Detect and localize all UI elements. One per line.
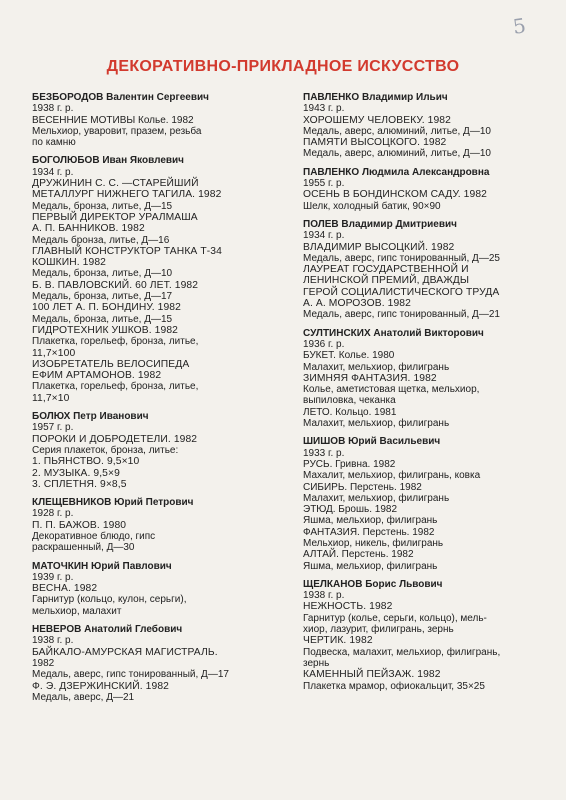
artist-entry (32, 155, 294, 404)
entry-line: 1933 г. р. (303, 447, 345, 459)
artist-entry (32, 497, 294, 553)
artist-name: ЩЕЛКАНОВ Борис Львович (303, 578, 443, 590)
entry-line: Медаль, бронза, литье, Д—15 (32, 200, 173, 212)
artist-entry (32, 624, 294, 703)
entry-line: КОШКИН. 1982 (32, 257, 106, 269)
entry-line: ПОРОКИ И ДОБРОДЕТЕЛИ. 1982 (32, 433, 198, 445)
entry-line: 1936 г. р. (303, 338, 345, 350)
artist-entry (32, 561, 294, 617)
entry-line: А. П. БАННИКОВ. 1982 (32, 223, 145, 235)
entry-line: Гарнитур (колье, серьги, кольцо), мель- (303, 612, 487, 624)
entry-line: ЕФИМ АРТАМОНОВ. 1982 (32, 370, 162, 382)
entry-line: Медаль, бронза, литье, Д—10 (32, 268, 173, 280)
left-column (32, 92, 294, 710)
entry-line: ХОРОШЕМУ ЧЕЛОВЕКУ. 1982 (303, 114, 451, 126)
entry-line: ВЕСНА. 1982 (32, 583, 98, 595)
entry-line: 1955 г. р. (303, 178, 345, 190)
entry-line: МЕТАЛЛУРГ НИЖНЕГО ТАГИЛА. 1982 (32, 189, 222, 201)
entry-line: СИБИРЬ. Перстень. 1982 (303, 481, 422, 493)
entry-line: ЧЕРТИК. 1982 (303, 635, 373, 647)
entry-line: раскрашенный, Д—30 (32, 542, 135, 554)
entry-line: по камню (32, 137, 76, 149)
artist-entry (303, 328, 543, 430)
entry-line: Шелк, холодный батик, 90×90 (303, 200, 441, 212)
entry-line: 100 ЛЕТ А. П. БОНДИНУ. 1982 (32, 302, 181, 314)
artist-entry (32, 92, 294, 148)
entry-line: Малахит, мельхиор, филигрань (303, 361, 450, 373)
entry-line: РУСЬ. Гривна. 1982 (303, 458, 396, 470)
artist-name: БОЛЮХ Петр Иванович (32, 411, 149, 423)
artist-entry (303, 167, 543, 212)
entry-line: 1934 г. р. (303, 230, 345, 242)
entry-line: выпиловка, чеканка (303, 395, 396, 407)
entry-line: 1943 г. р. (303, 103, 345, 115)
artist-name: ПОЛЕВ Владимир Дмитриевич (303, 218, 457, 230)
entry-line: 1. ПЬЯНСТВО. 9,5×10 (32, 456, 140, 468)
entry-line: ГЛАВНЫЙ КОНСТРУКТОР ТАНКА Т-34 (32, 245, 222, 257)
entry-line: Мельхиор, уваровит, празем, резьба (32, 125, 202, 137)
entry-line: хиор, лазурит, филигрань, зернь (303, 624, 454, 636)
entry-line: 1934 г. р. (32, 166, 74, 178)
entry-line: Гарнитур (кольцо, кулон, серьги), (32, 594, 187, 606)
entry-line: 1938 г. р. (32, 103, 74, 115)
entry-line: Малахит, мельхиор, филигрань (303, 418, 450, 430)
entry-line: ЛЕТО. Кольцо. 1981 (303, 406, 397, 418)
entry-line: Подвеска, малахит, мельхиор, филигрань, (303, 646, 501, 658)
entry-line: Серия плакеток, бронза, литье: (32, 444, 179, 456)
entry-line: Яшма, мельхиор, филигрань (303, 560, 438, 572)
entry-line: Плакетка мрамор, офиокальцит, 35×25 (303, 680, 485, 692)
entry-line: БУКЕТ. Колье. 1980 (303, 350, 395, 362)
artist-entry (303, 579, 543, 692)
entry-line: 1957 г. р. (32, 422, 74, 434)
artist-name: МАТОЧКИН Юрий Павлович (32, 560, 172, 572)
entry-line: Медаль бронза, литье, Д—16 (32, 234, 170, 246)
entry-line: Плакетка, горельеф, бронза, литье, (32, 336, 199, 348)
entry-line: ЛАУРЕАТ ГОСУДАРСТВЕННОЙ И (303, 264, 469, 276)
entry-line: ПЕРВЫЙ ДИРЕКТОР УРАЛМАША (32, 211, 198, 223)
artist-name: СУЛТИНСКИХ Анатолий Викторович (303, 327, 484, 339)
entry-line: ОСЕНЬ В БОНДИНСКОМ САДУ. 1982 (303, 189, 487, 201)
entry-line: Махалит, мельхиор, филигрань, ковка (303, 470, 481, 482)
entry-line: ДРУЖИНИН С. С. —СТАРЕЙШИЙ (32, 178, 199, 190)
artist-entry (32, 411, 294, 490)
entry-line: Ф. Э. ДЗЕРЖИНСКИЙ. 1982 (32, 680, 169, 692)
entry-line: Медаль, аверс, алюминий, литье, Д—10 (303, 125, 491, 137)
entry-line: мельхиор, малахит (32, 605, 122, 617)
entry-line: ГИДРОТЕХНИК УШКОВ. 1982 (32, 324, 178, 336)
entry-line: Яшма, мельхиор, филигрань (303, 515, 438, 527)
entry-line: П. П. БАЖОВ. 1980 (32, 519, 127, 531)
artist-entry (303, 219, 543, 321)
entry-line: 1938 г. р. (303, 590, 345, 602)
entry-line: Декоративное блюдо, гипс (32, 530, 156, 542)
entry-line: 3. СПЛЕТНЯ. 9×8,5 (32, 478, 127, 490)
entry-line: Плакетка, горельеф, бронза, литье, (32, 381, 199, 393)
entry-line: ЭТЮД. Брошь. 1982 (303, 504, 398, 516)
entry-line: зернь (303, 657, 330, 669)
entry-line: Колье, аметистовая щетка, мельхиор, (303, 384, 480, 396)
entry-line: Медаль, аверс, гипс тонированный, Д—17 (32, 669, 229, 681)
entry-line: Мельхиор, никель, филигрань (303, 537, 444, 549)
entry-line: 11,7×10 (32, 392, 70, 404)
artist-name: НЕВЕРОВ Анатолий Глебович (32, 624, 183, 636)
entry-line: БАЙКАЛО-АМУРСКАЯ МАГИСТРАЛЬ. (32, 646, 218, 658)
artist-entry (303, 436, 543, 572)
entry-line: Медаль, аверс, алюминий, литье, Д—10 (303, 148, 491, 160)
artist-name: БЕЗБОРОДОВ Валентин Сергеевич (32, 92, 209, 103)
artist-name: БОГОЛЮБОВ Иван Яковлевич (32, 155, 184, 167)
entry-line: Медаль, аверс, Д—21 (32, 691, 135, 703)
entry-line: ГЕРОЙ СОЦИАЛИСТИЧЕСКОГО ТРУДА (303, 286, 500, 298)
entry-line: ФАНТАЗИЯ. Перстень. 1982 (303, 526, 435, 538)
entry-line: 11,7×100 (32, 347, 76, 359)
entry-line: Б. В. ПАВЛОВСКИЙ. 60 ЛЕТ. 1982 (32, 279, 199, 291)
entry-line: Медаль, аверс, гипс тонированный, Д—21 (303, 309, 500, 321)
entry-line: 1982 (32, 657, 55, 669)
page-number-mark: 5 (511, 13, 528, 39)
entry-line: Медаль, бронза, литье, Д—17 (32, 291, 173, 303)
entry-line: ВЕСЕННИЕ МОТИВЫ Колье. 1982 (32, 114, 194, 126)
artist-name: КЛЕЩЕВНИКОВ Юрий Петрович (32, 497, 194, 509)
entry-line: Медаль, аверс, гипс тонированный, Д—25 (303, 252, 500, 264)
entry-line: КАМЕННЫЙ ПЕЙЗАЖ. 1982 (303, 669, 441, 681)
entry-line: 2. МУЗЫКА. 9,5×9 (32, 467, 120, 479)
entry-line: ИЗОБРЕТАТЕЛЬ ВЕЛОСИПЕДА (32, 358, 190, 370)
entry-line: 1928 г. р. (32, 508, 74, 520)
entry-line: ВЛАДИМИР ВЫСОЦКИЙ. 1982 (303, 241, 455, 253)
entry-line: 1939 г. р. (32, 571, 74, 583)
artist-name: ПАВЛЕНКО Владимир Ильич (303, 92, 448, 103)
entry-line: А. А. МОРОЗОВ. 1982 (303, 298, 411, 310)
entry-line: ПАМЯТИ ВЫСОЦКОГО. 1982 (303, 137, 447, 149)
entry-line: Медаль, бронза, литье, Д—15 (32, 313, 173, 325)
artist-entry (303, 92, 543, 160)
right-column (303, 92, 543, 699)
page-title: ДЕКОРАТИВНО-ПРИКЛАДНОЕ ИСКУССТВО (106, 58, 460, 75)
entry-line: ЗИМНЯЯ ФАНТАЗИЯ. 1982 (303, 372, 437, 384)
entry-line: Малахит, мельхиор, филигрань (303, 492, 450, 504)
entry-line: АЛТАЙ. Перстень. 1982 (303, 549, 414, 561)
artist-name: ПАВЛЕНКО Людмила Александровна (303, 166, 490, 178)
entry-line: ЛЕНИНСКОЙ ПРЕМИЙ, ДВАЖДЫ (303, 275, 470, 287)
entry-line: НЕЖНОСТЬ. 1982 (303, 601, 393, 613)
entry-line: 1938 г. р. (32, 635, 74, 647)
artist-name: ШИШОВ Юрий Васильевич (303, 436, 441, 448)
